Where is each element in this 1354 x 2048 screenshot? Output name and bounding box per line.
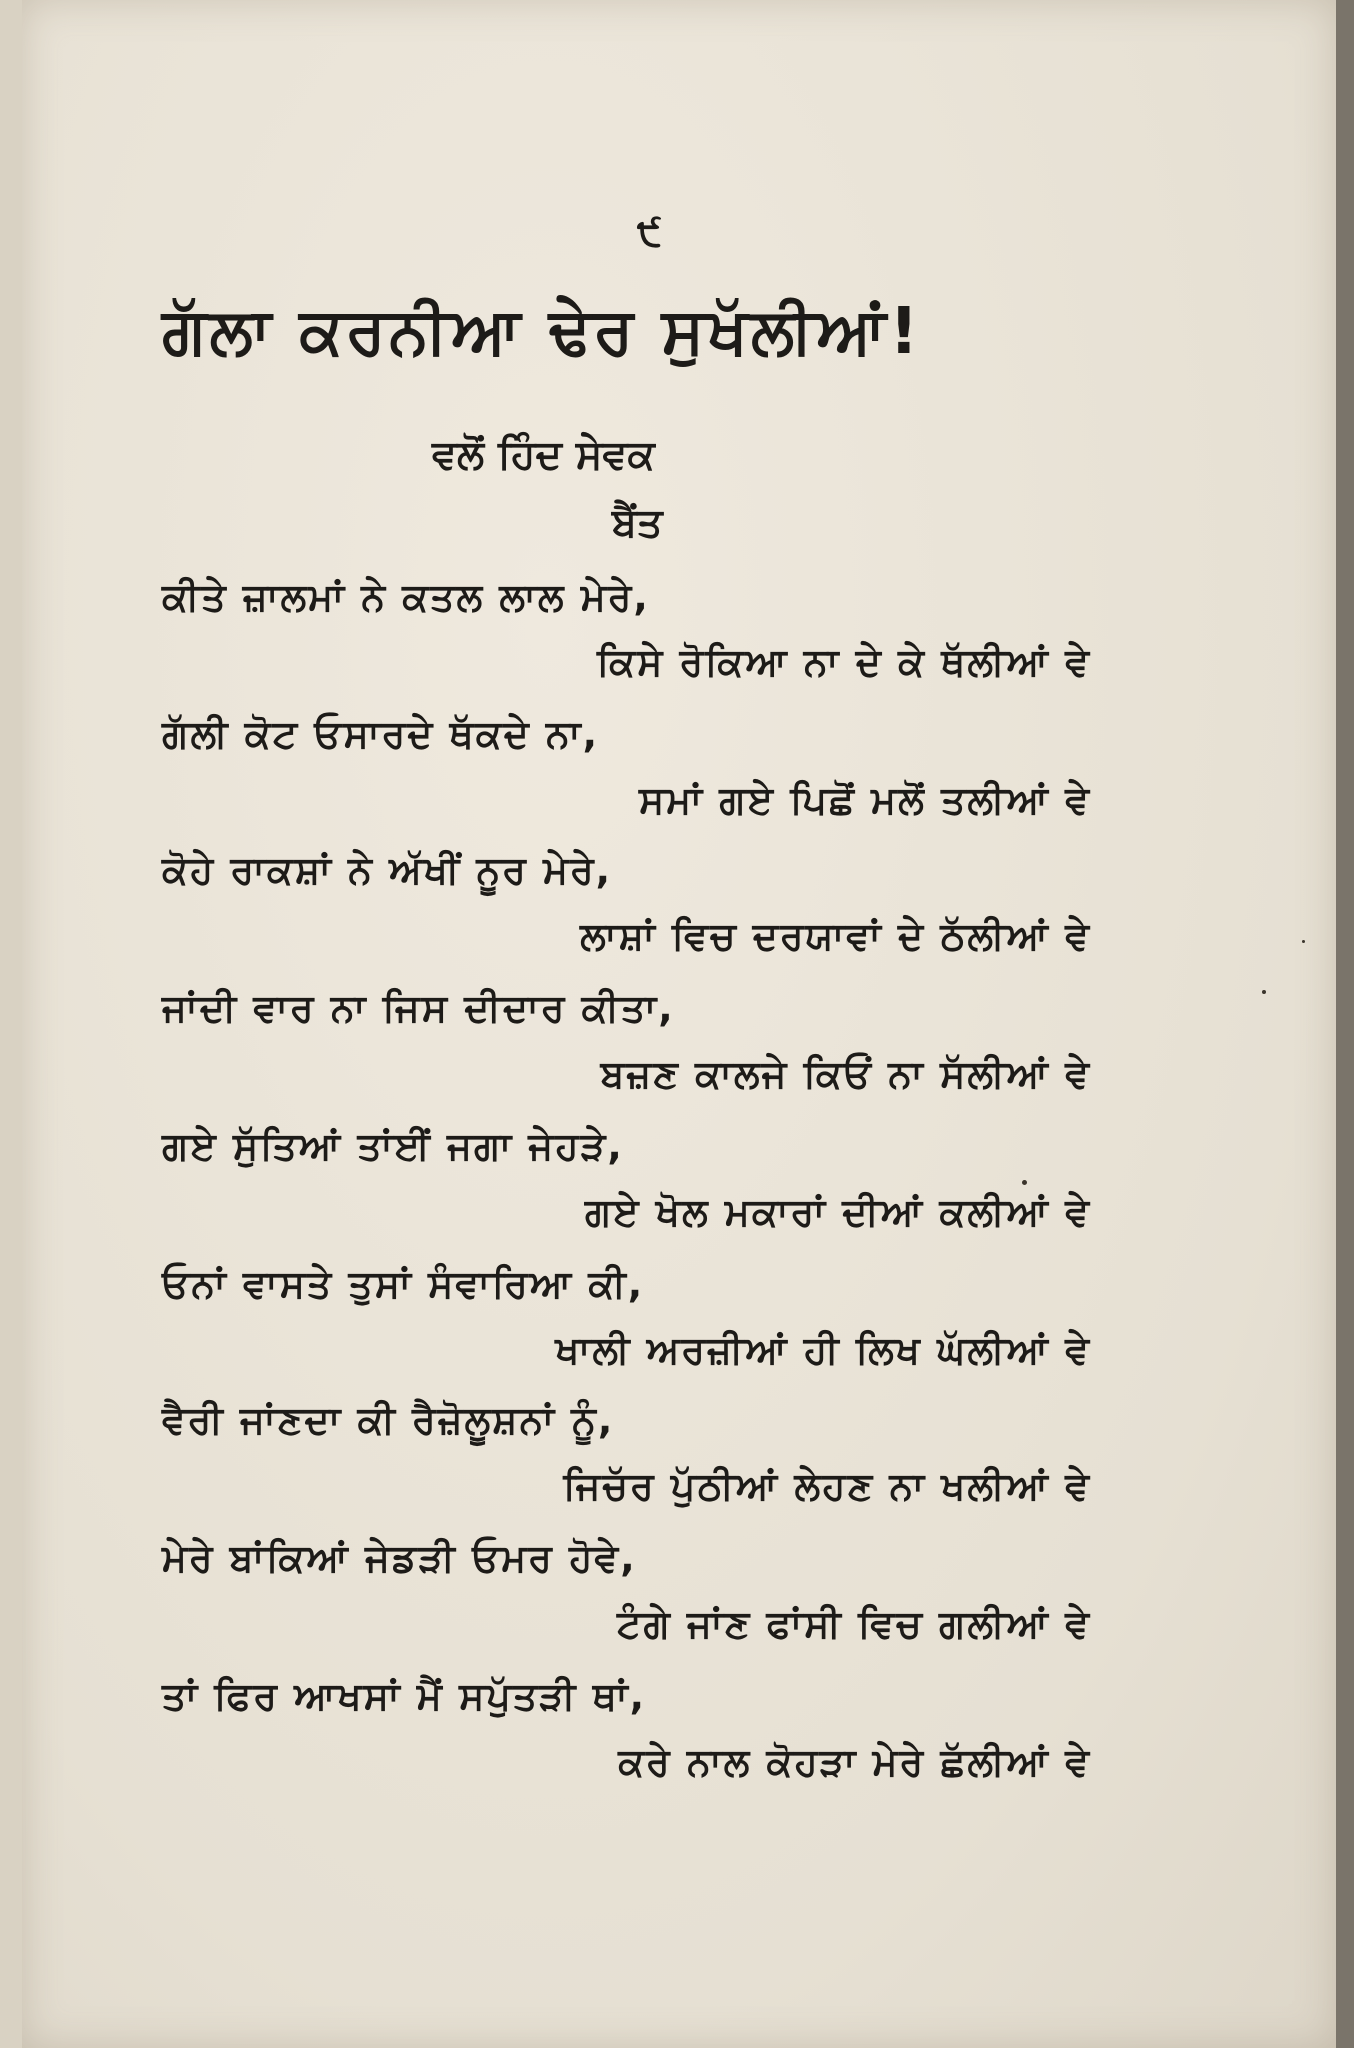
author-line: ਵਲੋਂ ਹਿੰਦ ਸੇਵਕ <box>432 432 655 478</box>
poem-line: ਜਾਂਦੀ ਵਾਰ ਨਾ ਜਿਸ ਦੀਦਾਰ ਕੀਤਾ, <box>162 986 675 1030</box>
poem-line: ਗਏ ਸੁੱਤਿਆਂ ਤਾਂਈਂ ਜਗਾ ਜੇਹੜੇ, <box>162 1124 624 1168</box>
ink-speck <box>1302 940 1305 943</box>
poem-line: ਬਜ਼ਣ ਕਾਲਜੇ ਕਿਓਂ ਨਾ ਸੱਲੀਆਂ ਵੇ <box>600 1052 1091 1096</box>
page-edge <box>0 0 22 2048</box>
poem-line: ਜਿਚੱਰ ਪੁੱਠੀਆਂ ਲੇਹਣ ਨਾ ਖਲੀਆਂ ਵੇ <box>563 1464 1091 1508</box>
poem-line: ਗਏ ਖੋਲ ਮਕਾਰਾਂ ਦੀਆਂ ਕਲੀਆਂ ਵੇ <box>584 1190 1091 1234</box>
poem-line: ਕੋਹੇ ਰਾਕਸ਼ਾਂ ਨੇ ਅੱਖੀਂ ਨੂਰ ਮੇਰੇ, <box>162 848 613 892</box>
poem-line: ਤਾਂ ਫਿਰ ਆਖਸਾਂ ਮੈਂ ਸਪੁੱਤੜੀ ਥਾਂ, <box>162 1674 647 1718</box>
poem-line: ਟੰਗੇ ਜਾਂਣ ਫਾਂਸੀ ਵਿਚ ਗਲੀਆਂ ਵੇ <box>616 1602 1091 1646</box>
ink-speck <box>1262 990 1266 994</box>
poem-line: ਸਮਾਂ ਗਏ ਪਿਛੋਂ ਮਲੋਂ ਤਲੀਆਂ ਵੇ <box>639 778 1091 822</box>
poem-title: ਗੱਲਾ ਕਰਨੀਆ ਢੇਰ ਸੁਖੱਲੀਆਂ! <box>162 295 922 369</box>
ink-speck <box>1022 1180 1027 1185</box>
page-number: ੯ <box>637 210 662 254</box>
poem-line: ਕੀਤੇ ਜ਼ਾਲਮਾਂ ਨੇ ਕਤਲ ਲਾਲ ਮੇਰੇ, <box>162 575 650 619</box>
poem-line: ਖਾਲੀ ਅਰਜ਼ੀਆਂ ਹੀ ਲਿਖ ਘੱਲੀਆਂ ਵੇ <box>555 1328 1091 1372</box>
poem-line: ਕਰੇ ਨਾਲ ਕੋਹੜਾ ਮੇਰੇ ਛੱਲੀਆਂ ਵੇ <box>618 1740 1091 1784</box>
poem-line: ਮੇਰੇ ਬਾਂਕਿਆਂ ਜੇਡੜੀ ਓਮਰ ਹੋਵੇ, <box>162 1536 637 1580</box>
poem-line: ਵੈਰੀ ਜਾਂਣਦਾ ਕੀ ਰੈਜ਼ੋਲੂਸ਼ਨਾਂ ਨੂੰ, <box>162 1398 615 1442</box>
document-page <box>22 0 1336 2048</box>
poem-line: ਗੱਲੀ ਕੋਟ ਓਸਾਰਦੇ ਥੱਕਦੇ ਨਾ, <box>162 712 600 756</box>
form-label: ਬੈਂਤ <box>612 500 663 546</box>
poem-line: ਲਾਸ਼ਾਂ ਵਿਚ ਦਰਯਾਵਾਂ ਦੇ ਠੱਲੀਆਂ ਵੇ <box>580 914 1091 958</box>
poem-line: ਕਿਸੇ ਰੋਕਿਆ ਨਾ ਦੇ ਕੇ ਥੱਲੀਆਂ ਵੇ <box>596 640 1091 684</box>
poem-line: ਓਨਾਂ ਵਾਸਤੇ ਤੁਸਾਂ ਸੰਵਾਰਿਆ ਕੀ, <box>162 1262 645 1306</box>
